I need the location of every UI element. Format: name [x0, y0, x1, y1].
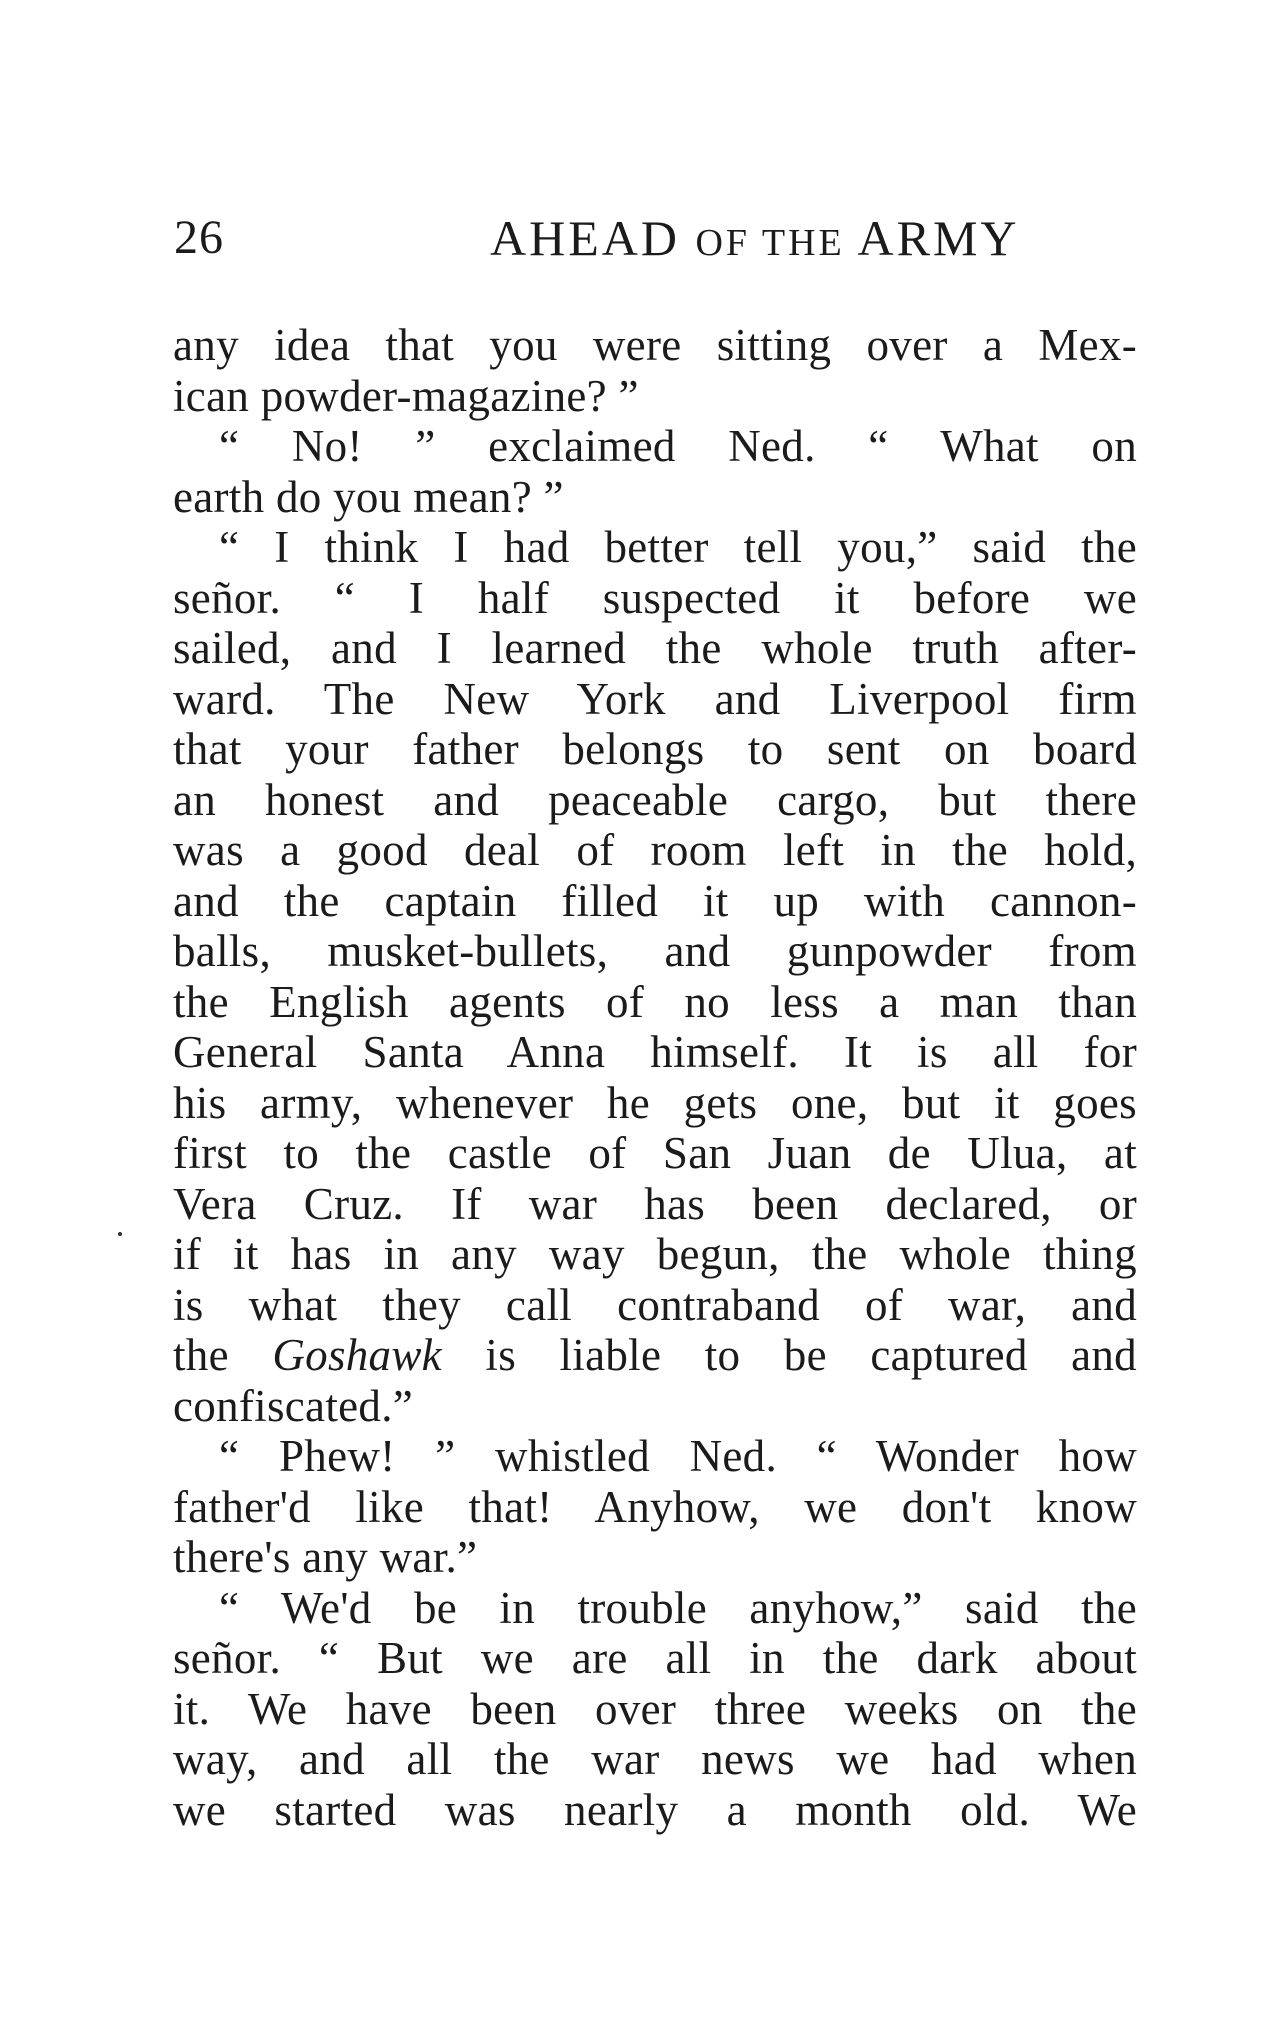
text-fragment: the [173, 1330, 273, 1380]
text-line: balls, musket-bullets, and gunpowder from [173, 926, 1137, 976]
text-fragment: is liable to be captured and [441, 1330, 1137, 1380]
text-line: “ We'd be in trouble anyhow,” said the [219, 1582, 1137, 1633]
text-line-with-ship-name [173, 1330, 1137, 1381]
running-head-last: ARMY [844, 210, 1020, 266]
ship-name: Goshawk [272, 1330, 442, 1380]
page-number: 26 [174, 211, 224, 264]
text-line: “ No! ” exclaimed Ned. “ What on [219, 421, 1137, 471]
text-line: an honest and peaceable cargo, but there [173, 774, 1137, 825]
text-line: General Santa Anna himself. It is all for [173, 1027, 1137, 1077]
text-line: is what they call contraband of war, and [173, 1279, 1137, 1330]
text-line: the English agents of no less a man than [173, 976, 1137, 1027]
text-line: any idea that you were sitting over a Mex- [173, 320, 1137, 370]
text-line: confiscated.” [173, 1380, 414, 1431]
text-line: way, and all the war news we had when [173, 1734, 1137, 1784]
text-line: señor. “ But we are all in the dark about [173, 1633, 1137, 1683]
text-line: “ I think I had better tell you,” said the [219, 522, 1137, 572]
text-line: Vera Cruz. If war has been declared, or [173, 1178, 1137, 1229]
text-line: it. We have been over three weeks on the [173, 1683, 1137, 1734]
text-line: his army, whenever he gets one, but it goes [173, 1077, 1137, 1128]
text-line: first to the castle of San Juan de Ulua, at [173, 1128, 1137, 1178]
text-line: sailed, and I learned the whole truth after- [173, 623, 1137, 673]
running-head-first: AHEAD [490, 210, 696, 266]
text-line: there's any war.” [173, 1532, 478, 1582]
margin-speck [118, 1232, 122, 1236]
running-head [490, 208, 1020, 273]
text-line: señor. “ I half suspected it before we [173, 572, 1137, 623]
text-line: “ Phew! ” whistled Ned. “ Wonder how [219, 1431, 1137, 1481]
text-line: and the captain filled it up with cannon- [173, 875, 1137, 926]
text-line: we started was nearly a month old. We [173, 1784, 1137, 1835]
text-line: ican powder-magazine? ” [173, 370, 639, 421]
page-header [174, 208, 1134, 268]
text-line: earth do you mean? ” [173, 471, 564, 522]
text-line: father'd like that! Anyhow, we don't know [173, 1481, 1137, 1532]
body-text [173, 320, 1137, 1835]
text-line: that your father belongs to sent on board [173, 724, 1137, 774]
text-line: if it has in any way begun, the whole thing [173, 1229, 1137, 1279]
running-head-of-the: OF THE [695, 222, 845, 264]
text-line: ward. The New York and Liverpool firm [173, 673, 1137, 724]
text-line: was a good deal of room left in the hold, [173, 825, 1137, 875]
